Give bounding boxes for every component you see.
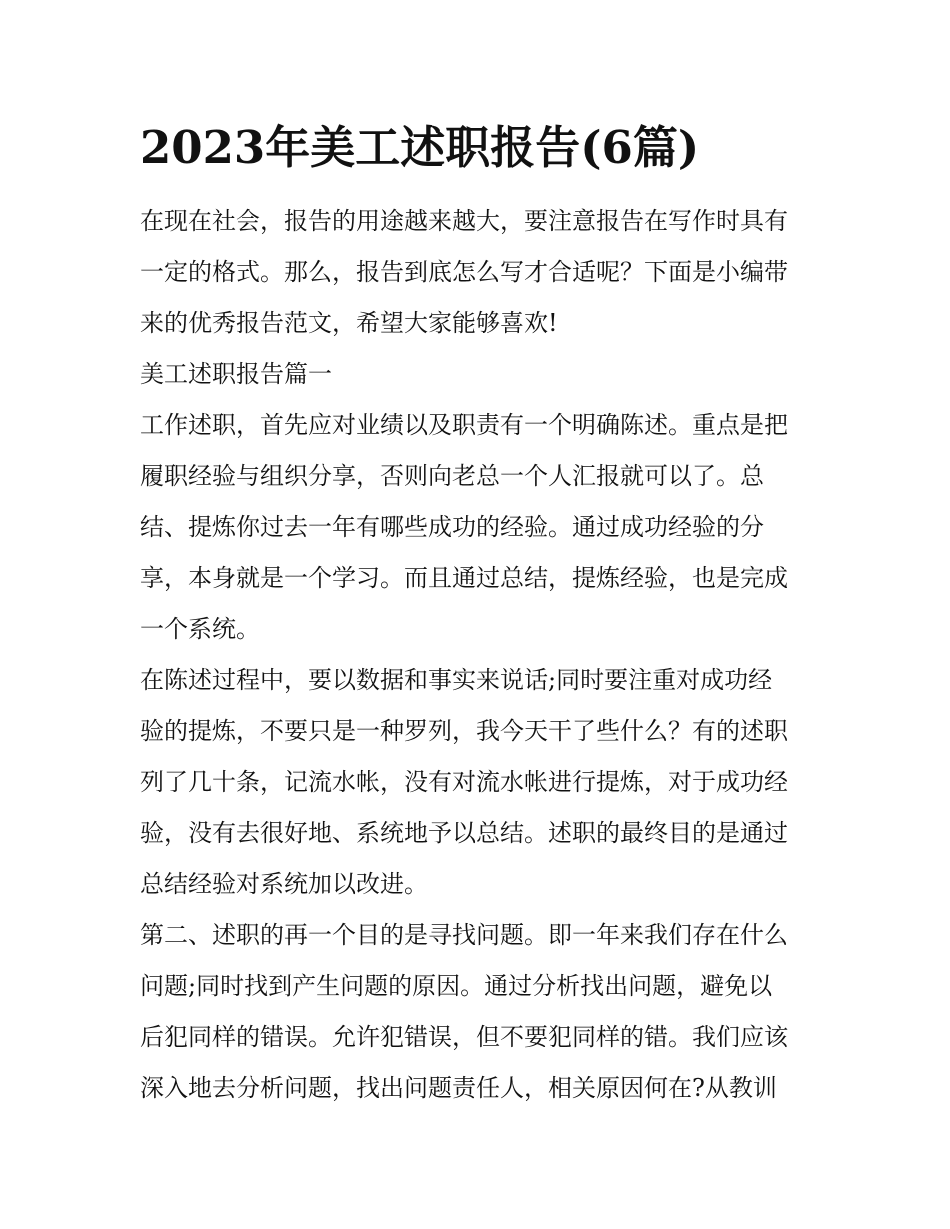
document-title: 2023年美工述职报告(6篇) bbox=[140, 121, 700, 174]
text-line: 结、提炼你过去一年有哪些成功的经验。通过成功经验的分 bbox=[140, 513, 764, 541]
section-heading: 美工述职报告篇一 bbox=[140, 360, 332, 388]
text-line: 在陈述过程中，要以数据和事实来说话;同时要注重对成功经 bbox=[140, 666, 773, 694]
text-line: 后犯同样的错误。允许犯错误，但不要犯同样的错。我们应该 bbox=[140, 1023, 788, 1051]
text-line-intro-3: 来的优秀报告范文，希望大家能够喜欢! bbox=[140, 309, 558, 337]
text-line: 深入地去分析问题，找出问题责任人，相关原因何在?从教训 bbox=[140, 1074, 777, 1102]
text-line: 验的提炼，不要只是一种罗列，我今天干了些什么？有的述职 bbox=[140, 717, 788, 745]
document-body bbox=[140, 196, 820, 1114]
text-line: 总结经验对系统加以改进。 bbox=[140, 870, 428, 898]
text-line: 问题;同时找到产生问题的原因。通过分析找出问题，避免以 bbox=[140, 972, 773, 1000]
text-line: 履职经验与组织分享，否则向老总一个人汇报就可以了。总 bbox=[140, 462, 764, 490]
text-line-intro-2: 一定的格式。那么，报告到底怎么写才合适呢？下面是小编带 bbox=[140, 258, 788, 286]
text-line: 列了几十条，记流水帐，没有对流水帐进行提炼，对于成功经 bbox=[140, 768, 788, 796]
text-line: 一个系统。 bbox=[140, 615, 260, 643]
text-line: 享，本身就是一个学习。而且通过总结，提炼经验，也是完成 bbox=[140, 564, 788, 592]
text-line: 第二、述职的再一个目的是寻找问题。即一年来我们存在什么 bbox=[140, 921, 788, 949]
text-line: 验，没有去很好地、系统地予以总结。述职的最终目的是通过 bbox=[140, 819, 788, 847]
text-line: 工作述职，首先应对业绩以及职责有一个明确陈述。重点是把 bbox=[140, 411, 788, 439]
text-line-intro-1: 在现在社会，报告的用途越来越大，要注意报告在写作时具有 bbox=[140, 207, 788, 235]
